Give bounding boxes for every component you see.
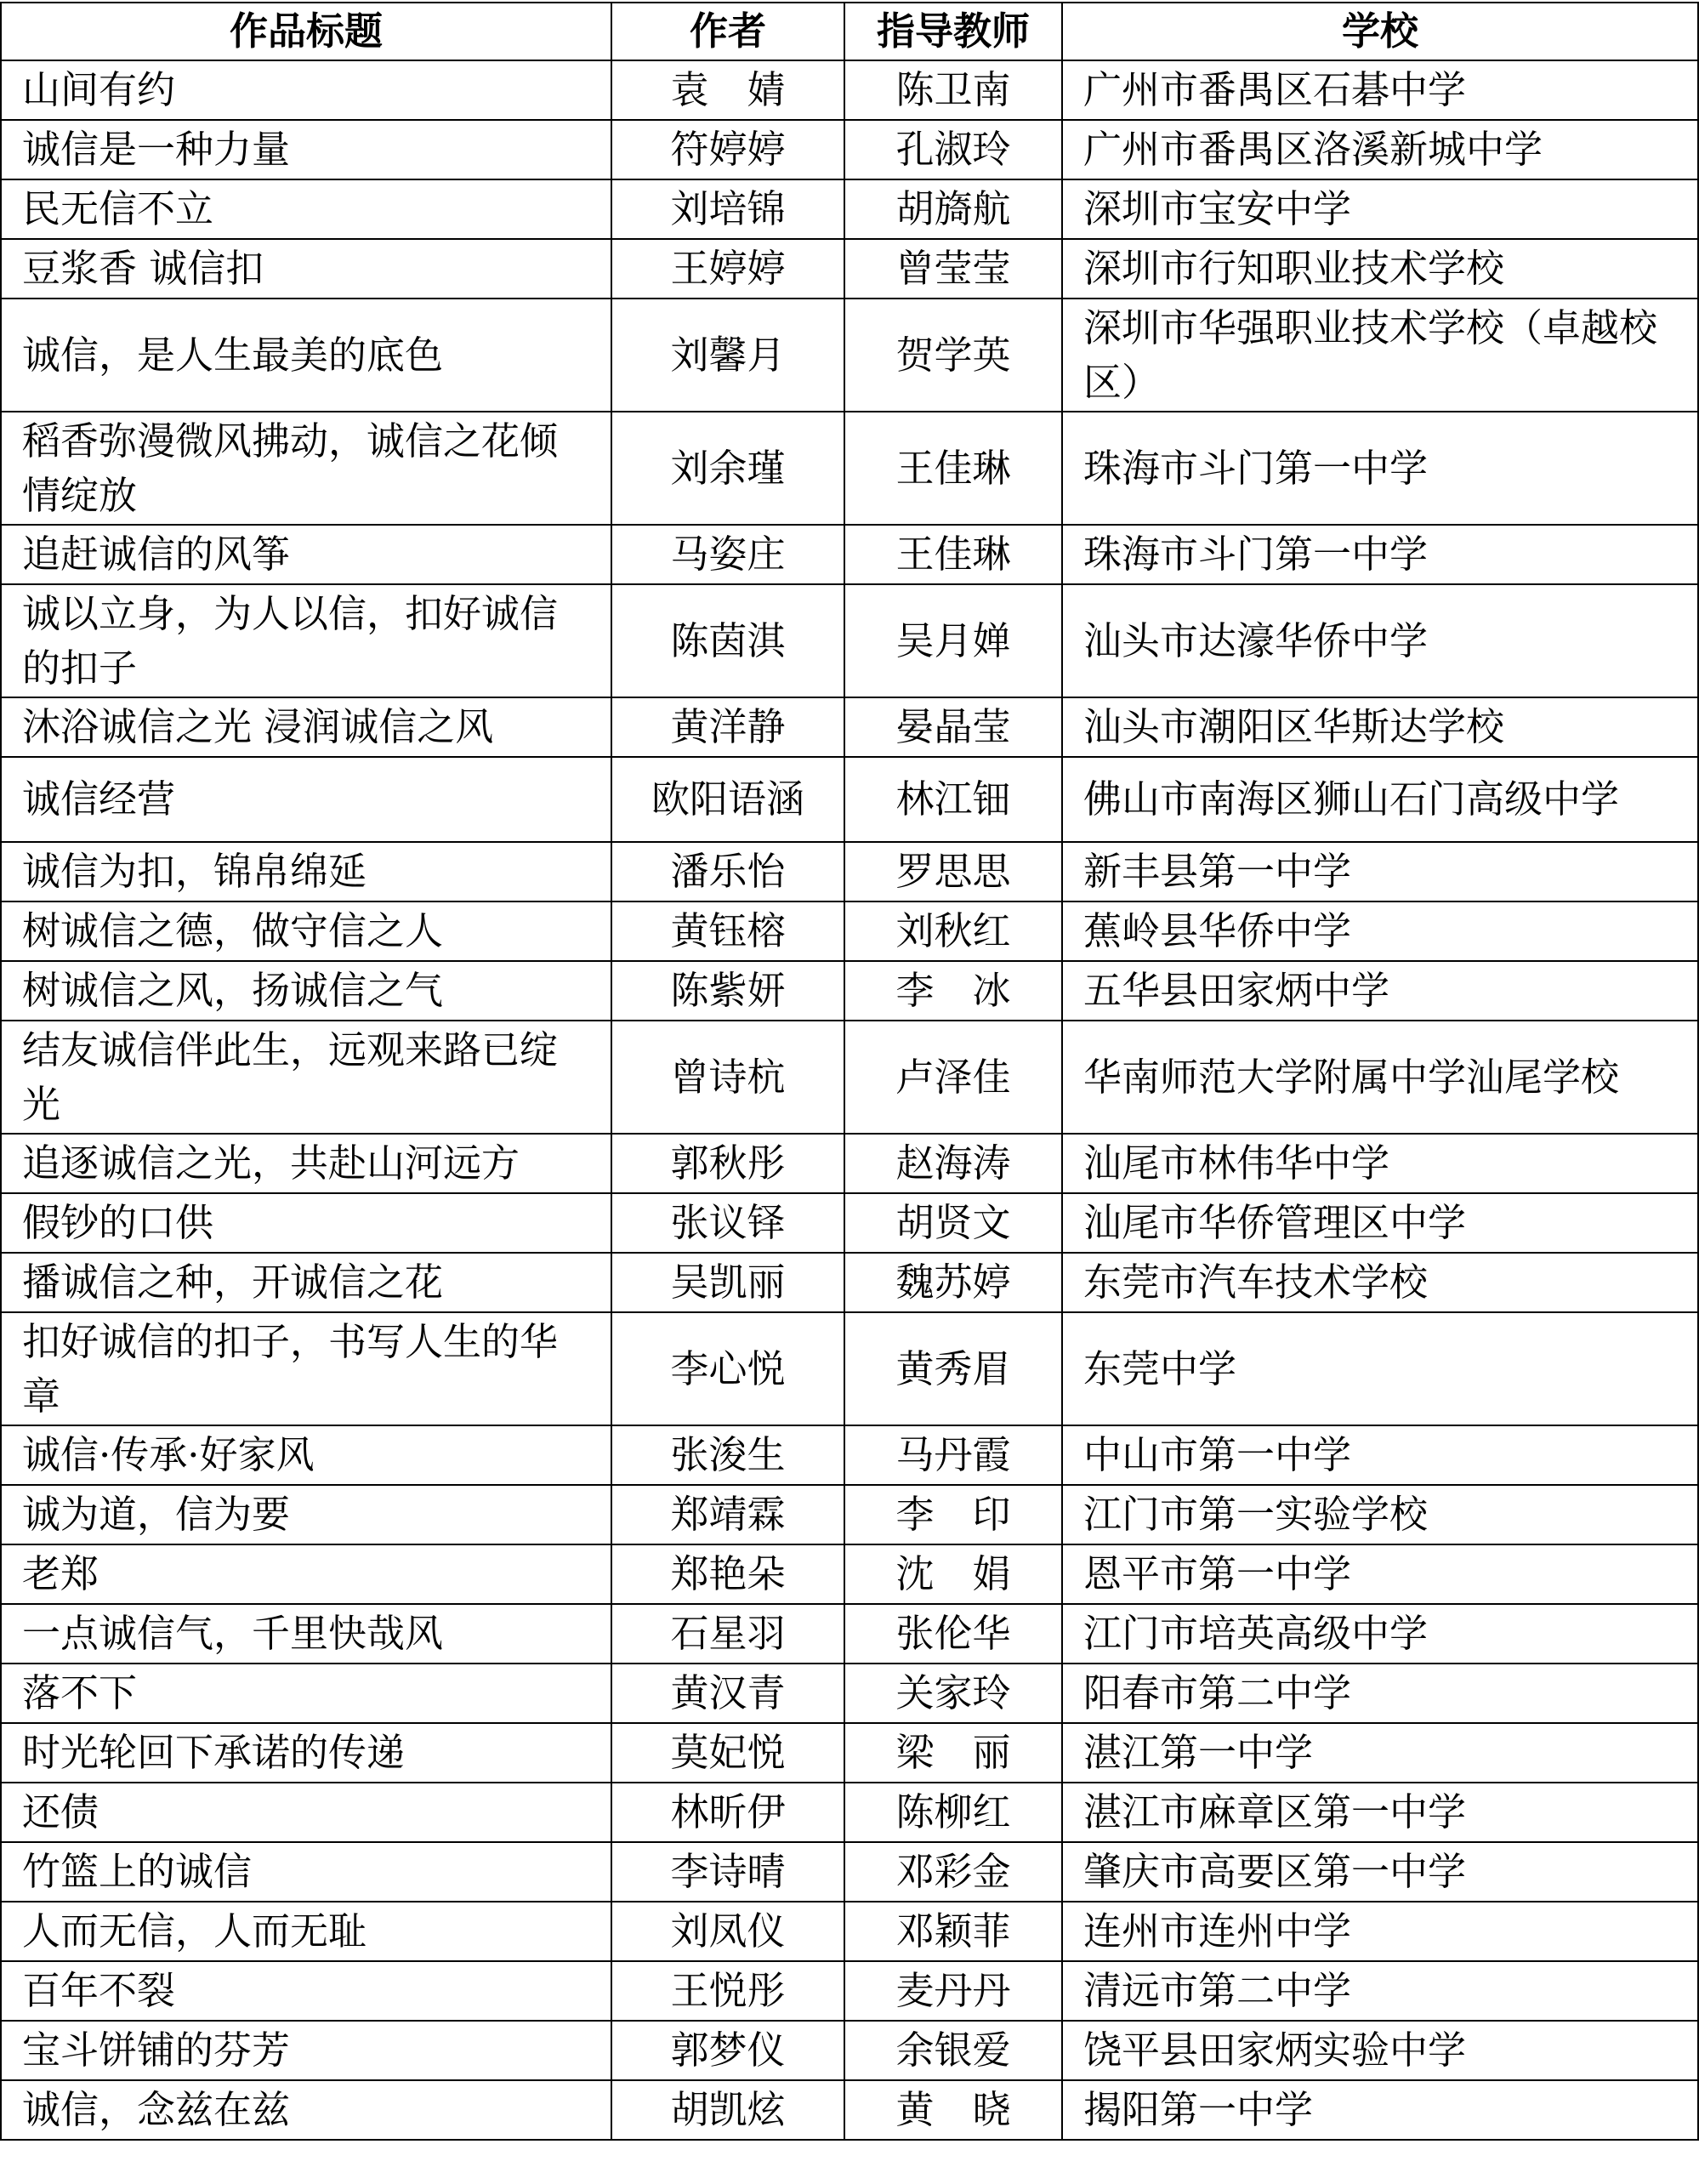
cell-teacher: 孔淑玲 [844, 120, 1062, 179]
cell-teacher: 李 冰 [844, 961, 1062, 1021]
cell-title: 诚信，念兹在兹 [1, 2080, 611, 2140]
cell-school: 湛江市麻章区第一中学 [1062, 1783, 1698, 1842]
cell-author: 王婷婷 [611, 239, 844, 299]
header-teacher: 指导教师 [844, 3, 1062, 60]
cell-author: 李心悦 [611, 1312, 844, 1425]
cell-school: 饶平县田家炳实验中学 [1062, 2021, 1698, 2080]
cell-title: 播诚信之种，开诚信之花 [1, 1253, 611, 1312]
cell-author: 欧阳语涵 [611, 757, 844, 842]
cell-teacher: 吴月婵 [844, 584, 1062, 697]
cell-teacher: 麦丹丹 [844, 1961, 1062, 2021]
cell-teacher: 罗思思 [844, 842, 1062, 901]
cell-school: 江门市第一实验学校 [1062, 1485, 1698, 1544]
cell-school: 蕉岭县华侨中学 [1062, 901, 1698, 961]
cell-author: 刘馨月 [611, 299, 844, 412]
cell-author: 陈茵淇 [611, 584, 844, 697]
cell-teacher: 张伦华 [844, 1604, 1062, 1664]
table-row [1, 1961, 1698, 2021]
cell-school: 江门市培英高级中学 [1062, 1604, 1698, 1664]
cell-school: 华南师范大学附属中学汕尾学校 [1062, 1021, 1698, 1134]
cell-title: 追赶诚信的风筝 [1, 525, 611, 584]
cell-school: 深圳市华强职业技术学校（卓越校区） [1062, 299, 1698, 412]
cell-title: 假钞的口供 [1, 1193, 611, 1253]
table-row [1, 120, 1698, 179]
cell-school: 汕尾市华侨管理区中学 [1062, 1193, 1698, 1253]
cell-author: 林昕伊 [611, 1783, 844, 1842]
table-row [1, 1485, 1698, 1544]
cell-author: 陈紫妍 [611, 961, 844, 1021]
cell-title: 山间有约 [1, 60, 611, 120]
cell-teacher: 胡旖航 [844, 179, 1062, 239]
table-body [1, 60, 1698, 2140]
cell-title: 诚以立身，为人以信，扣好诚信的扣子 [1, 584, 611, 697]
cell-title: 诚信经营 [1, 757, 611, 842]
table-row [1, 1664, 1698, 1723]
table-row [1, 525, 1698, 584]
cell-title: 诚信，是人生最美的底色 [1, 299, 611, 412]
cell-teacher: 陈卫南 [844, 60, 1062, 120]
cell-title: 落不下 [1, 1664, 611, 1723]
cell-teacher: 曾莹莹 [844, 239, 1062, 299]
cell-author: 吴凯丽 [611, 1253, 844, 1312]
table-row [1, 1425, 1698, 1485]
cell-title: 人而无信，人而无耻 [1, 1902, 611, 1961]
table-row [1, 239, 1698, 299]
cell-teacher: 王佳琳 [844, 525, 1062, 584]
table-row [1, 2080, 1698, 2140]
cell-school: 珠海市斗门第一中学 [1062, 525, 1698, 584]
table-row [1, 2021, 1698, 2080]
cell-author: 马姿庄 [611, 525, 844, 584]
cell-school: 五华县田家炳中学 [1062, 961, 1698, 1021]
cell-author: 潘乐怡 [611, 842, 844, 901]
cell-title: 扣好诚信的扣子，书写人生的华章 [1, 1312, 611, 1425]
cell-school: 恩平市第一中学 [1062, 1544, 1698, 1604]
cell-author: 刘余瑾 [611, 412, 844, 525]
cell-author: 袁 婧 [611, 60, 844, 120]
table-row [1, 757, 1698, 842]
cell-teacher: 胡贤文 [844, 1193, 1062, 1253]
table-row [1, 1604, 1698, 1664]
cell-title: 稻香弥漫微风拂动，诚信之花倾情绽放 [1, 412, 611, 525]
cell-teacher: 李 印 [844, 1485, 1062, 1544]
cell-author: 黄汉青 [611, 1664, 844, 1723]
cell-title: 树诚信之德，做守信之人 [1, 901, 611, 961]
cell-author: 郭梦仪 [611, 2021, 844, 2080]
cell-title: 追逐诚信之光，共赴山河远方 [1, 1134, 611, 1193]
cell-title: 诚信是一种力量 [1, 120, 611, 179]
cell-teacher: 黄秀眉 [844, 1312, 1062, 1425]
cell-author: 石星羽 [611, 1604, 844, 1664]
cell-author: 莫妃悦 [611, 1723, 844, 1783]
cell-teacher: 贺学英 [844, 299, 1062, 412]
cell-author: 郑艳朵 [611, 1544, 844, 1604]
cell-teacher: 魏苏婷 [844, 1253, 1062, 1312]
table-row [1, 1021, 1698, 1134]
cell-author: 黄钰榕 [611, 901, 844, 961]
cell-author: 曾诗杭 [611, 1021, 844, 1134]
table-row [1, 1783, 1698, 1842]
table-row [1, 1193, 1698, 1253]
cell-title: 结友诚信伴此生，远观来路已绽光 [1, 1021, 611, 1134]
header-author: 作者 [611, 3, 844, 60]
cell-author: 刘凤仪 [611, 1902, 844, 1961]
table-row [1, 697, 1698, 757]
cell-author: 张议铎 [611, 1193, 844, 1253]
cell-author: 郑靖霖 [611, 1485, 844, 1544]
cell-title: 还债 [1, 1783, 611, 1842]
cell-teacher: 刘秋红 [844, 901, 1062, 961]
cell-school: 汕头市潮阳区华斯达学校 [1062, 697, 1698, 757]
table-row [1, 1723, 1698, 1783]
table-row [1, 60, 1698, 120]
table-row [1, 1312, 1698, 1425]
cell-title: 老郑 [1, 1544, 611, 1604]
cell-title: 时光轮回下承诺的传递 [1, 1723, 611, 1783]
table-row [1, 961, 1698, 1021]
cell-school: 汕头市达濠华侨中学 [1062, 584, 1698, 697]
cell-title: 民无信不立 [1, 179, 611, 239]
cell-author: 符婷婷 [611, 120, 844, 179]
table-header-row [1, 3, 1698, 60]
cell-teacher: 黄 晓 [844, 2080, 1062, 2140]
table-row [1, 584, 1698, 697]
cell-school: 深圳市行知职业技术学校 [1062, 239, 1698, 299]
cell-title: 诚信为扣，锦帛绵延 [1, 842, 611, 901]
cell-school: 揭阳第一中学 [1062, 2080, 1698, 2140]
table-row [1, 842, 1698, 901]
cell-author: 郭秋彤 [611, 1134, 844, 1193]
cell-teacher: 陈柳红 [844, 1783, 1062, 1842]
cell-title: 诚为道，信为要 [1, 1485, 611, 1544]
cell-school: 中山市第一中学 [1062, 1425, 1698, 1485]
cell-school: 广州市番禺区石碁中学 [1062, 60, 1698, 120]
cell-school: 连州市连州中学 [1062, 1902, 1698, 1961]
table-row [1, 179, 1698, 239]
cell-title: 竹篮上的诚信 [1, 1842, 611, 1902]
cell-teacher: 梁 丽 [844, 1723, 1062, 1783]
cell-teacher: 晏晶莹 [844, 697, 1062, 757]
table-row [1, 299, 1698, 412]
cell-title: 豆浆香 诚信扣 [1, 239, 611, 299]
cell-author: 胡凯炫 [611, 2080, 844, 2140]
cell-teacher: 邓彩金 [844, 1842, 1062, 1902]
cell-teacher: 邓颖菲 [844, 1902, 1062, 1961]
cell-school: 东莞中学 [1062, 1312, 1698, 1425]
cell-teacher: 王佳琳 [844, 412, 1062, 525]
cell-school: 阳春市第二中学 [1062, 1664, 1698, 1723]
header-title: 作品标题 [1, 3, 611, 60]
cell-school: 深圳市宝安中学 [1062, 179, 1698, 239]
table-row [1, 412, 1698, 525]
table-row [1, 1134, 1698, 1193]
cell-teacher: 马丹霞 [844, 1425, 1062, 1485]
cell-author: 张浚生 [611, 1425, 844, 1485]
cell-school: 汕尾市林伟华中学 [1062, 1134, 1698, 1193]
cell-teacher: 沈 娟 [844, 1544, 1062, 1604]
cell-school: 新丰县第一中学 [1062, 842, 1698, 901]
cell-title: 树诚信之风，扬诚信之气 [1, 961, 611, 1021]
cell-school: 清远市第二中学 [1062, 1961, 1698, 2021]
table-row [1, 901, 1698, 961]
cell-school: 湛江第一中学 [1062, 1723, 1698, 1783]
cell-school: 珠海市斗门第一中学 [1062, 412, 1698, 525]
award-table [0, 2, 1699, 2141]
cell-author: 刘培锦 [611, 179, 844, 239]
cell-teacher: 卢泽佳 [844, 1021, 1062, 1134]
table-row [1, 1253, 1698, 1312]
cell-title: 一点诚信气，千里快哉风 [1, 1604, 611, 1664]
table-row [1, 1902, 1698, 1961]
cell-title: 沐浴诚信之光 浸润诚信之风 [1, 697, 611, 757]
cell-author: 黄洋静 [611, 697, 844, 757]
cell-school: 广州市番禺区洛溪新城中学 [1062, 120, 1698, 179]
cell-author: 李诗晴 [611, 1842, 844, 1902]
cell-title: 百年不裂 [1, 1961, 611, 2021]
cell-author: 王悦彤 [611, 1961, 844, 2021]
cell-school: 佛山市南海区狮山石门高级中学 [1062, 757, 1698, 842]
cell-school: 东莞市汽车技术学校 [1062, 1253, 1698, 1312]
cell-teacher: 余银爱 [844, 2021, 1062, 2080]
cell-teacher: 关家玲 [844, 1664, 1062, 1723]
cell-teacher: 赵海涛 [844, 1134, 1062, 1193]
cell-school: 肇庆市高要区第一中学 [1062, 1842, 1698, 1902]
header-school: 学校 [1062, 3, 1698, 60]
table-row [1, 1544, 1698, 1604]
cell-teacher: 林江钿 [844, 757, 1062, 842]
cell-title: 宝斗饼铺的芬芳 [1, 2021, 611, 2080]
table-row [1, 1842, 1698, 1902]
cell-title: 诚信·传承·好家风 [1, 1425, 611, 1485]
